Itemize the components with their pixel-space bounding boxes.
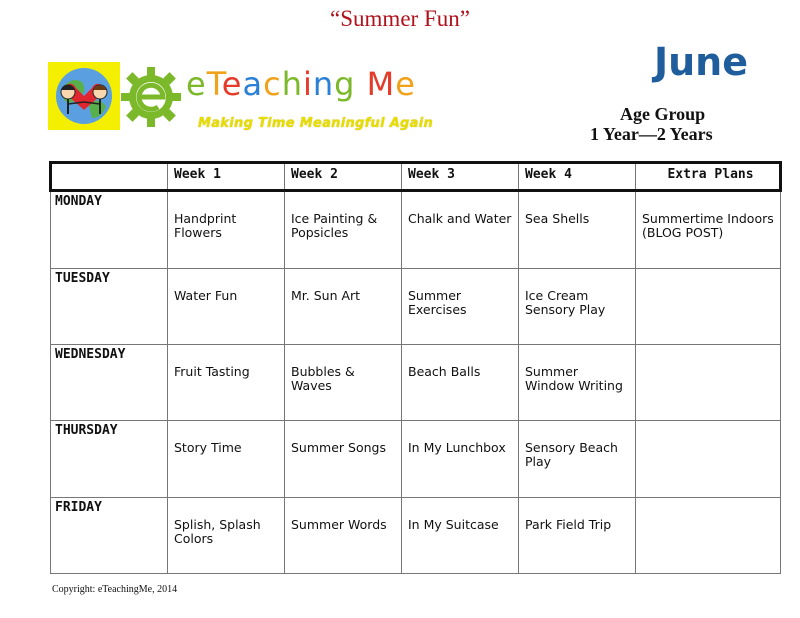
activity-cell: Story Time	[168, 421, 285, 497]
brand-letter: a	[242, 65, 264, 103]
header-cell: Extra Plans	[636, 163, 781, 191]
brand-letter	[355, 65, 366, 103]
activity-cell: Splish, Splash Colors	[168, 497, 285, 573]
day-label: FRIDAY	[51, 497, 168, 573]
activity-cell: Summertime Indoors (BLOG POST)	[636, 191, 781, 269]
brand-letter: T	[206, 65, 222, 103]
age-group-range: 1 Year—2 Years	[590, 124, 713, 144]
month-heading: June	[653, 40, 748, 84]
brand-letter: g	[334, 65, 356, 103]
brand-letter: c	[263, 65, 282, 103]
brand-letter: n	[312, 65, 335, 103]
table-row	[51, 268, 781, 344]
brand-letter: M	[366, 65, 396, 103]
activity-cell: Summer Songs	[285, 421, 402, 497]
day-label: TUESDAY	[51, 268, 168, 344]
activity-cell: Ice Painting & Popsicles	[285, 191, 402, 269]
activity-cell: Summer Words	[285, 497, 402, 573]
day-label: WEDNESDAY	[51, 345, 168, 421]
header-cell: Week 1	[168, 163, 285, 191]
brand-letter: e	[186, 65, 207, 103]
brand-tagline: Making Time Meaningful Again	[198, 116, 434, 131]
table-row	[51, 191, 781, 269]
header-cell: Week 4	[519, 163, 636, 191]
activity-cell	[636, 497, 781, 573]
brand-letter: e	[395, 65, 416, 103]
brand-letter: h	[281, 65, 303, 103]
header-cell: Week 2	[285, 163, 402, 191]
table-row	[51, 345, 781, 421]
copyright-notice: Copyright: eTeachingMe, 2014	[52, 584, 178, 595]
age-group-label: Age Group	[620, 104, 706, 124]
activity-cell: Sea Shells	[519, 191, 636, 269]
activity-cell: Beach Balls	[402, 345, 519, 421]
gear-icon	[120, 66, 182, 128]
activity-cell: Bubbles & Waves	[285, 345, 402, 421]
activity-cell: Summer Exercises	[402, 268, 519, 344]
activity-cell: Mr. Sun Art	[285, 268, 402, 344]
activity-cell	[636, 421, 781, 497]
activity-cell	[636, 345, 781, 421]
table-row	[51, 497, 781, 573]
activity-cell: In My Lunchbox	[402, 421, 519, 497]
brand-name	[186, 65, 416, 103]
day-label: THURSDAY	[51, 421, 168, 497]
activity-cell: Chalk and Water	[402, 191, 519, 269]
activity-cell: In My Suitcase	[402, 497, 519, 573]
activity-cell: Water Fun	[168, 268, 285, 344]
activity-cell: Handprint Flowers	[168, 191, 285, 269]
table-row	[51, 421, 781, 497]
kids-globe-heart-icon	[48, 62, 120, 130]
activity-cell: Sensory Beach Play	[519, 421, 636, 497]
theme-title: “Summer Fun”	[330, 6, 470, 31]
day-label: MONDAY	[51, 191, 168, 269]
activity-cell: Fruit Tasting	[168, 345, 285, 421]
header-cell: Week 3	[402, 163, 519, 191]
table-header-row	[51, 163, 781, 191]
activity-cell: Park Field Trip	[519, 497, 636, 573]
activity-cell: Ice Cream Sensory Play	[519, 268, 636, 344]
activity-cell	[636, 268, 781, 344]
header-cell	[51, 163, 168, 191]
brand-letter: i	[302, 65, 313, 103]
activity-cell: Summer Window Writing	[519, 345, 636, 421]
lesson-plan-table	[49, 161, 782, 574]
brand-letter: e	[221, 65, 243, 103]
